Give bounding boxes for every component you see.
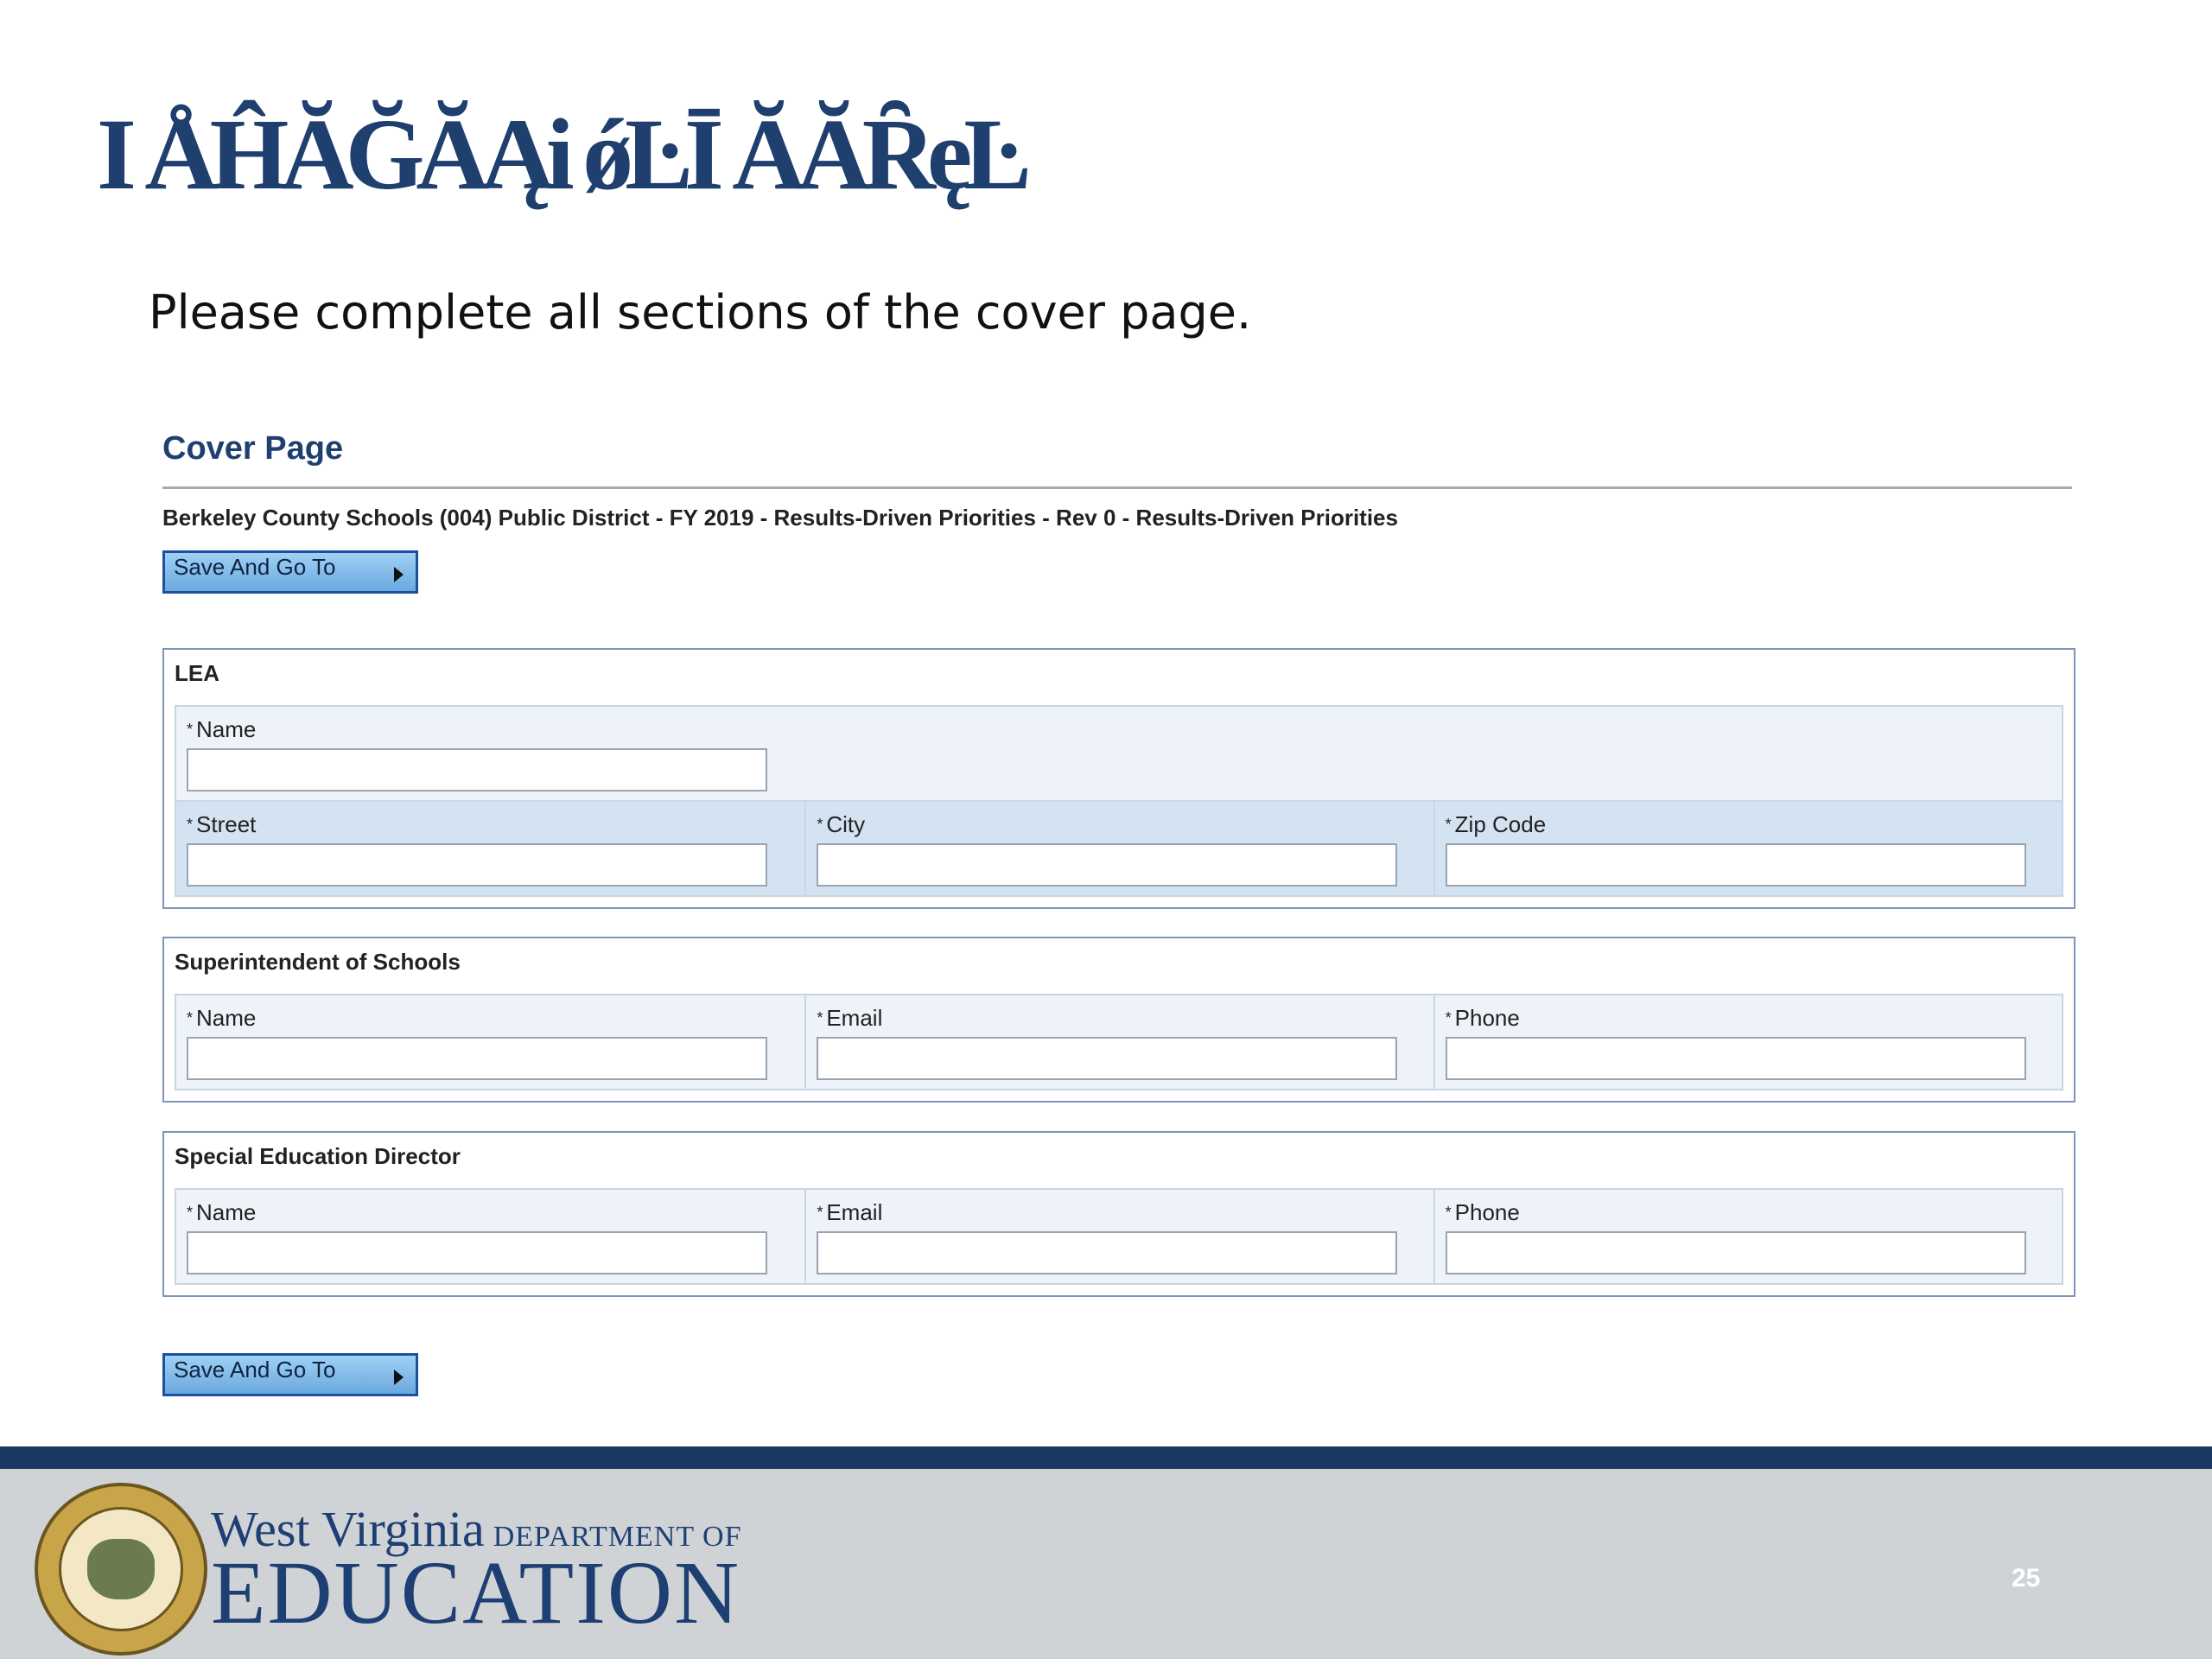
state-seal-icon <box>35 1483 207 1656</box>
slide-title: I ÅĤĂĞĂĄi ǿĿĪ ĂĂȒęĿ <box>97 98 1023 211</box>
director-email-cell <box>804 1190 1433 1283</box>
slide-subtitle: Please complete all sections of the cover page. <box>149 285 1252 340</box>
group-title-superintendent: Superintendent of Schools <box>175 949 461 975</box>
superintendent-phone-label <box>1446 1004 2062 1032</box>
form-heading: Cover Page <box>162 430 344 467</box>
superintendent-phone-cell <box>1433 995 2062 1089</box>
save-and-go-to-button-bottom[interactable] <box>162 1353 418 1396</box>
special-ed-director-row <box>176 1190 2062 1283</box>
lea-row-address <box>176 800 2062 895</box>
required-marker: * <box>187 816 194 833</box>
superintendent-name-label <box>187 1004 804 1032</box>
footer-accent-band <box>0 1446 2212 1469</box>
superintendent-name-cell <box>176 995 804 1089</box>
lea-city-label <box>817 810 1433 838</box>
save-and-go-to-button-top[interactable] <box>162 550 418 594</box>
required-marker: * <box>187 1204 194 1221</box>
group-title-special-ed-director: Special Education Director <box>175 1143 461 1169</box>
special-ed-director-fields <box>175 1188 2063 1285</box>
lea-street-input[interactable] <box>187 843 767 887</box>
director-email-label-text: Email <box>826 1199 883 1225</box>
superintendent-phone-input[interactable] <box>1446 1037 2026 1080</box>
lea-city-label-text: City <box>826 811 866 837</box>
director-phone-cell <box>1433 1190 2062 1283</box>
required-marker: * <box>1445 1009 1452 1027</box>
superintendent-name-input[interactable] <box>187 1037 767 1080</box>
lea-name-cell <box>176 707 2062 800</box>
superintendent-email-label-text: Email <box>826 1005 883 1031</box>
lea-name-label-text: Name <box>196 716 257 742</box>
lea-row-name <box>176 707 2062 800</box>
required-marker: * <box>817 1009 823 1027</box>
lea-street-label <box>187 810 804 838</box>
director-name-input[interactable] <box>187 1231 767 1274</box>
arrow-right-icon <box>394 567 404 582</box>
required-marker: * <box>187 1009 194 1027</box>
director-name-label <box>187 1198 804 1226</box>
lea-zip-label <box>1446 810 2062 838</box>
brand-education: EDUCATION <box>211 1543 741 1643</box>
superintendent-fields <box>175 994 2063 1090</box>
save-button-label: Save And Go To <box>174 553 336 580</box>
page-number: 25 <box>2012 1564 2041 1592</box>
required-marker: * <box>817 1204 823 1221</box>
lea-zip-input[interactable] <box>1446 843 2026 887</box>
superintendent-email-label <box>817 1004 1433 1032</box>
lea-fields <box>175 705 2063 897</box>
seal-emblem <box>87 1539 155 1599</box>
special-ed-director-group <box>162 1131 2075 1297</box>
director-phone-label <box>1446 1198 2062 1226</box>
brand-state: West Virginia <box>211 1501 485 1557</box>
required-marker: * <box>1445 1204 1452 1221</box>
director-name-label-text: Name <box>196 1199 257 1225</box>
director-email-input[interactable] <box>817 1231 1397 1274</box>
lea-name-label <box>187 715 2062 743</box>
seal-inner-ring <box>59 1507 183 1631</box>
context-breadcrumb: Berkeley County Schools (004) Public District - FY 2019 - Results-Driven Priorities - Rev 0 - Results-Driven Priorities <box>162 505 1398 531</box>
superintendent-group <box>162 937 2075 1103</box>
heading-divider <box>162 486 2072 489</box>
lea-street-cell <box>176 802 804 895</box>
director-email-label <box>817 1198 1433 1226</box>
lea-city-input[interactable] <box>817 843 1397 887</box>
superintendent-name-label-text: Name <box>196 1005 257 1031</box>
cover-page-form <box>162 430 2075 594</box>
director-name-cell <box>176 1190 804 1283</box>
director-phone-label-text: Phone <box>1454 1199 1520 1225</box>
lea-city-cell <box>804 802 1433 895</box>
lea-zip-cell <box>1433 802 2062 895</box>
required-marker: * <box>1445 816 1452 833</box>
group-title-lea: LEA <box>175 660 219 686</box>
superintendent-row <box>176 995 2062 1089</box>
save-button-label: Save And Go To <box>174 1356 336 1382</box>
superintendent-phone-label-text: Phone <box>1454 1005 1520 1031</box>
required-marker: * <box>817 816 823 833</box>
director-phone-input[interactable] <box>1446 1231 2026 1274</box>
lea-zip-label-text: Zip Code <box>1454 811 1547 837</box>
superintendent-email-cell <box>804 995 1433 1089</box>
brand-department: DEPARTMENT OF <box>493 1521 742 1553</box>
lea-group <box>162 648 2075 909</box>
required-marker: * <box>187 721 194 738</box>
footer <box>0 1469 2212 1659</box>
superintendent-email-input[interactable] <box>817 1037 1397 1080</box>
lea-street-label-text: Street <box>196 811 257 837</box>
arrow-right-icon <box>394 1370 404 1385</box>
lea-name-input[interactable] <box>187 748 767 791</box>
